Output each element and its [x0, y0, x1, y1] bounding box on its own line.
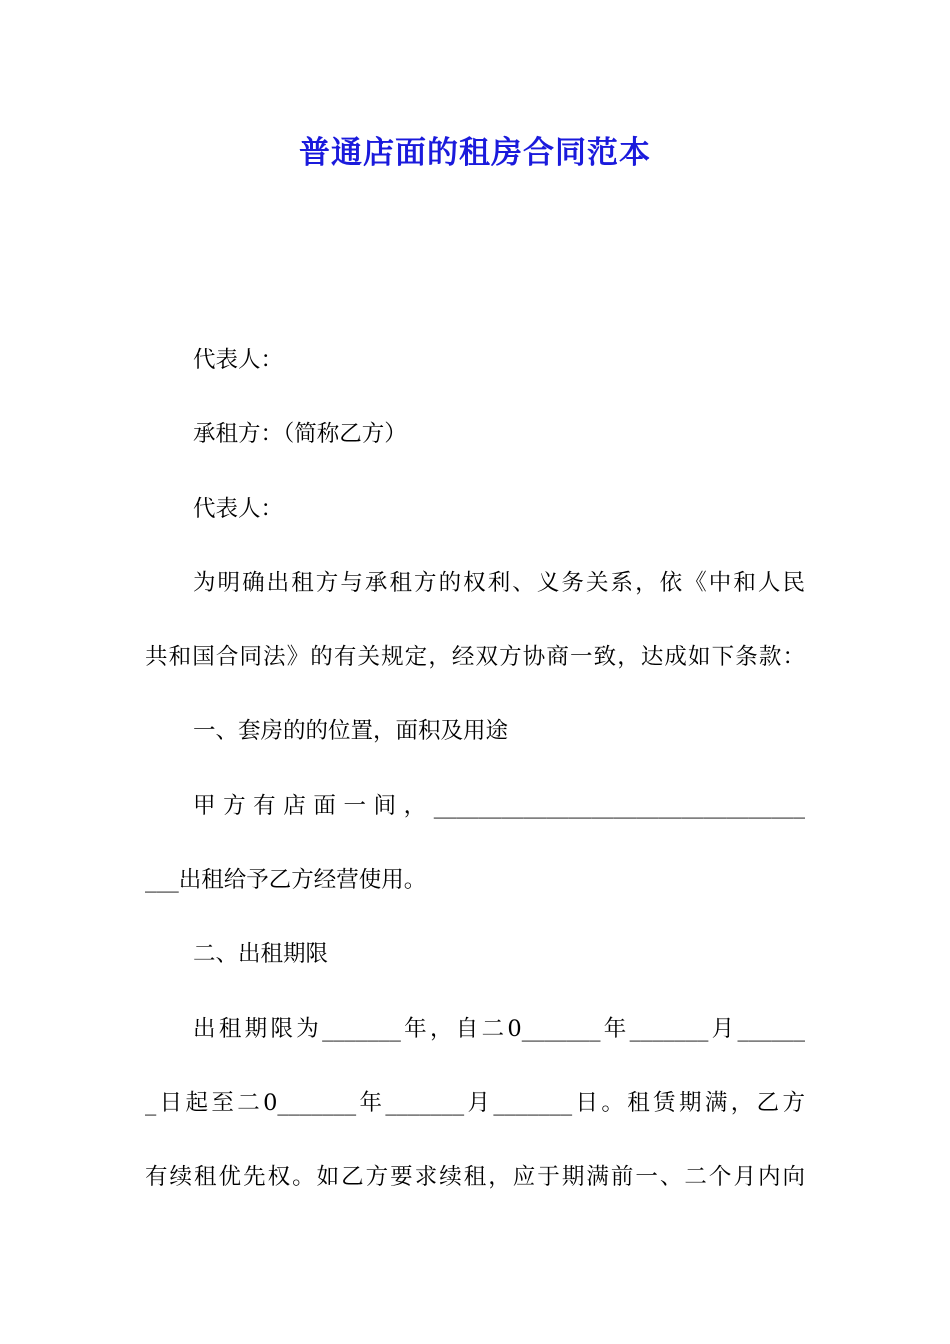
- preamble-line-1: 为明确出租方与承租方的权利、义务关系，依《中和人民: [193, 569, 805, 596]
- preamble-line-2: 共和国合同法》的有关规定，经双方协商一致，达成如下条款：: [145, 644, 805, 671]
- premises-line-1: 甲方有店面一间，_________________________________: [193, 792, 805, 819]
- representative-line-1: 代表人：: [193, 347, 284, 373]
- lessee-line: 承租方：（简称乙方）: [193, 421, 407, 448]
- premises-line-2: ___出租给予乙方经营使用。: [145, 867, 427, 894]
- term-line-1: 出租期限为_______年，自二0_______年_______月______: [193, 1015, 805, 1042]
- term-line-3: 有续租优先权。如乙方要求续租，应于期满前一、二个月内向: [145, 1164, 805, 1191]
- term-line-2: _日起至二0_______年_______月_______日。租赁期满，乙方: [145, 1089, 805, 1116]
- document-title: 普通店面的租房合同范本: [299, 135, 651, 171]
- document-body: [145, 334, 805, 1226]
- representative-line-2: 代表人：: [193, 495, 284, 522]
- section-heading-1: 一、套房的的位置，面积及用途: [193, 718, 509, 745]
- section-heading-2: 二、出租期限: [193, 941, 329, 968]
